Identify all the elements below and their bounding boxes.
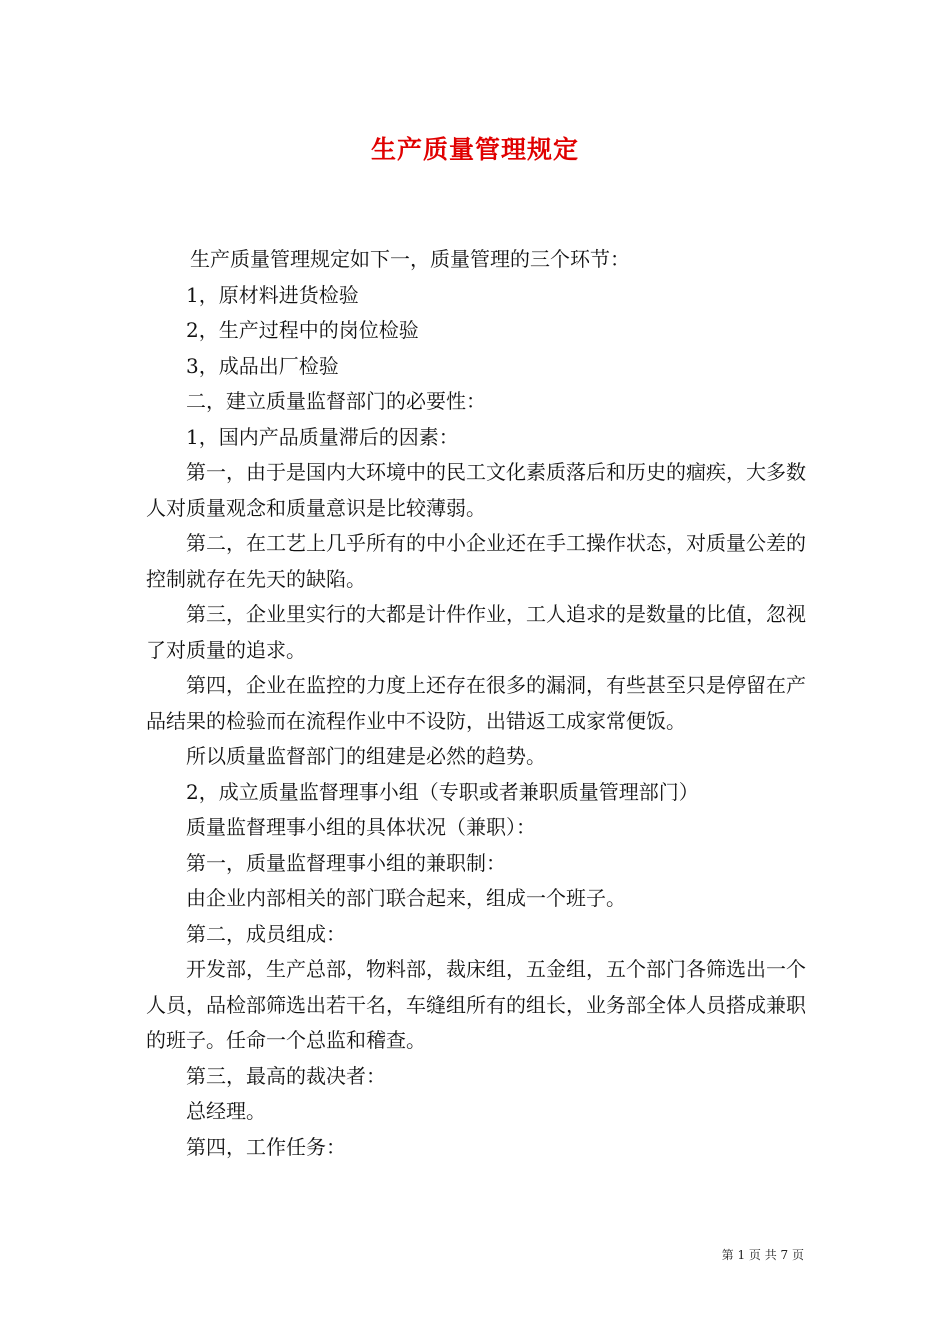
paragraph: 1，国内产品质量滞后的因素： xyxy=(186,424,459,449)
document-title: 生产质量管理规定 xyxy=(370,135,579,164)
paragraph: 第一，由于是国内大环境中的民工文化素质落后和历史的痼疾，大多数人对质量观念和质量意识是比较薄弱。 xyxy=(146,460,806,520)
paragraph: 所以质量监督部门的组建是必然的趋势。 xyxy=(186,744,546,768)
document-body xyxy=(146,242,806,1165)
paragraph: 第三，最高的裁决者： xyxy=(186,1063,386,1088)
paragraph: 总经理。 xyxy=(186,1099,266,1123)
paragraph: 第二，成员组成： xyxy=(186,921,346,946)
paragraph: 2，生产过程中的岗位检验 xyxy=(186,318,419,342)
paragraph: 由企业内部相关的部门联合起来，组成一个班子。 xyxy=(186,886,626,910)
paragraph: 第三，企业里实行的大都是计件作业，工人追求的是数量的比值，忽视了对质量的追求。 xyxy=(146,602,806,662)
paragraph: 质量监督理事小组的具体状况（兼职）： xyxy=(186,815,536,839)
paragraph: 3，成品出厂检验 xyxy=(186,353,339,378)
paragraph: 1，原材料进货检验 xyxy=(186,282,359,307)
paragraph: 生产质量管理规定如下一，质量管理的三个环节： xyxy=(190,247,630,271)
paragraph: 开发部，生产总部，物料部，裁床组，五金组，五个部门各筛选出一个人员，品检部筛选出若干名，车缝组所有的组长，业务部全体人员搭成兼职的班子。任命一个总监和稽查。 xyxy=(146,957,806,1052)
paragraph: 第二，在工艺上几乎所有的中小企业还在手工操作状态，对质量公差的控制就存在先天的缺陷。 xyxy=(146,531,806,591)
paragraph: 第四，工作任务： xyxy=(186,1134,346,1159)
paragraph: 二，建立质量监督部门的必要性： xyxy=(186,389,486,413)
paragraph: 2，成立质量监督理事小组（专职或者兼职质量管理部门） xyxy=(186,779,699,804)
paragraph: 第四，企业在监控的力度上还存在很多的漏洞，有些甚至只是停留在产品结果的检验而在流程作业中不设防，出错返工成家常便饭。 xyxy=(146,673,806,733)
paragraph: 第一，质量监督理事小组的兼职制： xyxy=(186,850,506,875)
page-number: 第 1 页 共 7 页 xyxy=(721,1248,804,1262)
